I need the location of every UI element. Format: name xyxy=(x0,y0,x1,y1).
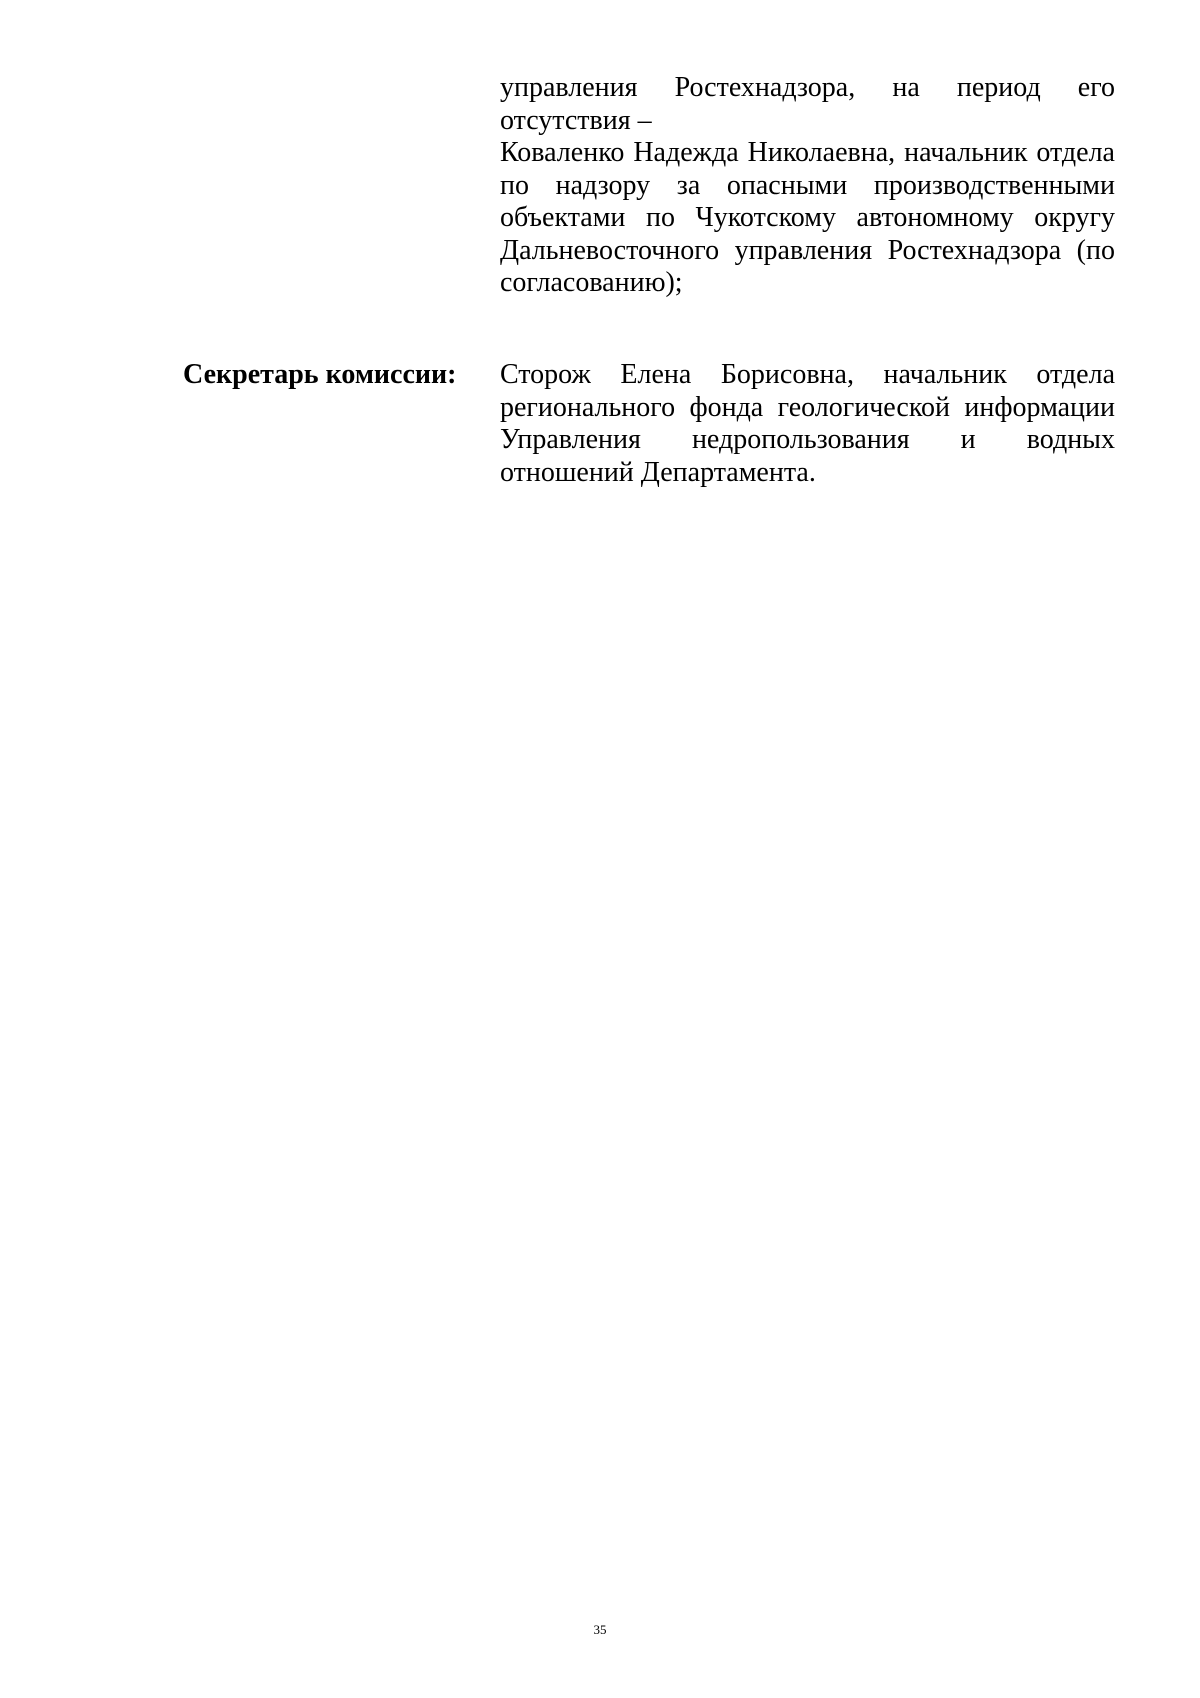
secretary-block xyxy=(500,359,1115,489)
secretary-label: Секретарь комиссии: xyxy=(183,359,457,390)
member-deputy-text: управления Ростехнадзора, на период его отсутствия – xyxy=(500,72,1115,136)
secretary-text: Сторож Елена Борисовна, начальник отдела регионального фонда геологической информации Управления недропользования и водных отношений Департамента. xyxy=(500,359,1115,488)
commission-members-continued xyxy=(500,72,1115,300)
page-number: 35 xyxy=(593,1622,607,1637)
member-kovalenko-text: Коваленко Надежда Николаевна, начальник отдела по надзору за опасными производственными объектами по Чукотскому автономному округу Дальневосточного управления Ростехнадзора (по согласованию); xyxy=(500,137,1115,298)
